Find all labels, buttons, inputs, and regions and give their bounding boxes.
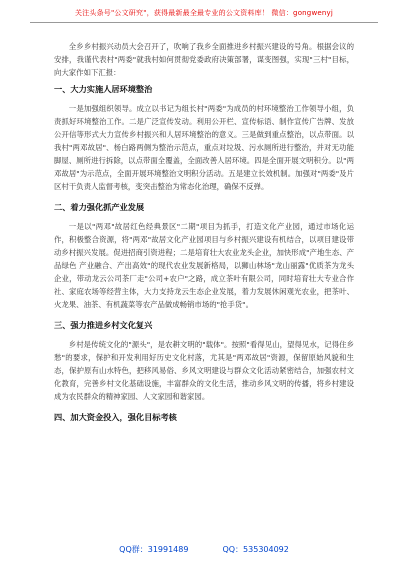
section-2-paragraph: 一是以"两邓"故居红色经典景区"二期"项目为抓手，打造文化产业园，通过市场化运作，积极整合资源，将"两邓"故居文化产业园项目与乡村振兴建设有机结合，以项目建设带动乡村振兴发展。促进招商引资进程；二是培育壮大农业龙头企业，加快形成"产地生态、产品绿色 产业融合、产出高效"的现代农业发展新格局，以狮山林场"龙山丽露"优质茶为龙头企业，带动龙云公司茶厂走"公司+农户"之路，成立茶叶有限公司，同时培育壮大专业合作社、家庭农场等经营主体，大力支持龙云生态企业发展，着力发展休闲观光农业，把茶叶、火龙果、油茶、有机蔬菜等农产品做成畅销市场的"抢手货"。 [54, 222, 354, 309]
document-body [54, 40, 354, 430]
qq-group-number: QQ群：31991489 [119, 545, 189, 554]
header-divider [30, 22, 378, 23]
footer-contact [0, 544, 408, 555]
section-heading-2: 二、着力强化抓产业发展 [54, 202, 145, 212]
section-heading-1: 一、大力实施人居环境整治 [54, 84, 153, 94]
section-heading-3: 三、强力推进乡村文化复兴 [54, 320, 153, 330]
qq-number: QQ：535304092 [222, 545, 289, 554]
section-1-paragraph: 一是加强组织领导。成立以书记为组长村"两委"为成员的村环境整治工作领导小组，负责抓好环境整治工作。二是广泛宣传发动。利用公开栏、宣传标语、制作宣传广告牌、发放公开信等形式大力宣传乡村振兴和人居环境整治的意义。三是做到重点整治，以点带面。以我村"两邓故居"、杨白路两侧为整治示范点，重点对垃圾、污水厕所进行整治，并对无功能脚屋、厕所进行拆除，以点带面全覆盖，全面改善人居环境。四是全面开展文明积分。以"两邓故居"为示范点，全面开展环境整治文明积分活动。五是建立长效机制。加强对"两委"及片区村干负责人监督考核，变突击整治为常态化治理，确保不反弹。 [54, 104, 354, 191]
section-3-paragraph: 乡村是传统文化的"源头"，是农耕文明的"载体"。按照"看得见山，望得见水，记得住乡愁"的要求，保护和开发利用好历史文化村落，尤其是"两邓故居"资源，保留原始风貌和生态，保护原有山水特色，把移风易俗、乡风文明建设与群众文化活动紧密结合，加强农村文化教育，完善乡村文化基础设施，丰富群众的文化生活，推动乡风文明的传播，将乡村建设成为农民群众的精神家园、人文家园和谐家园。 [54, 340, 354, 401]
intro-paragraph: 全乡乡村振兴动员大会召开了，吹响了我乡全面推进乡村振兴建设的号角。根据会议的安排，我谨代表村"两委"就我村如何贯彻党委政府决策部署，谋变图强，实现"三村"目标，向大家作如下汇报： [54, 42, 354, 77]
top-banner: 关注头条号"公文研究"，获得最新最全最专业的公文资料库！ 微信：gongwenyj [74, 9, 334, 17]
section-heading-4: 四、加大资金投入，强化目标考核 [54, 412, 177, 422]
